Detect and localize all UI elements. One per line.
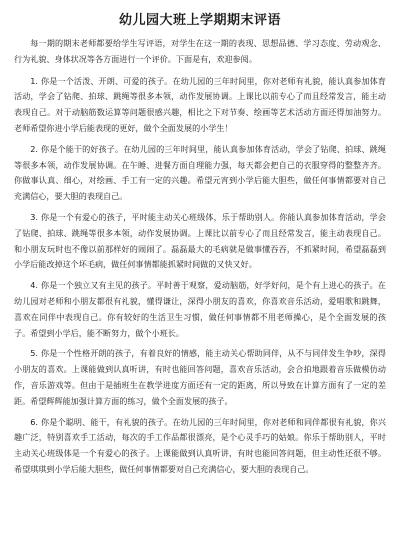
comment-number: 4. bbox=[30, 280, 38, 291]
intro-paragraph: 每一期的期末老师都要给学生写评语，对学生在这一期的表现、思想品德、学习态度、劳动观念、行为礼貌、身体状况等各方面进行一个评价。下面是有，欢迎参阅。 bbox=[14, 38, 386, 64]
comment-text: 你是一个活泼、开朗、可爱的孩子。在幼儿园的三年时间里，你对老师有礼貌，能认真参加体育活动，学会了钻爬、拍球、跳绳等很多本领，动作发展协调。上课比以前专心了而且经常发言，能主动表现自己。对于动脑筋数运算等问题很感兴趣，相比之下对节奏、绘画等艺术活动方面还得加油努力。老师希望你进小学后能表现的更好，做个全面发展的小学生！ bbox=[14, 75, 386, 133]
comment-text: 你是一个独立又有主见的孩子。平时善于观察，爱动脑筋，好学好问，是个有上进心的孩子。在幼儿园对老师和小朋友都很有礼貌，懂得谦让，深得小朋友的喜欢，你喜欢音乐活动，爱唱歌和跳舞，喜欢在同伴中表现自己。你有较好的生活卫生习惯，做任何事情都不用老师操心，是个全面发展的孩子。希望到小学后，能不断努力，做个小班长。 bbox=[14, 280, 386, 338]
comment-text: 你是一个性格开朗的孩子，有着良好的情感，能主动关心帮助同伴，从不与同伴发生争吵，深得小朋友的喜欢。上课能做到认真听讲，有时也能回答问题，喜欢音乐活动，会合拍地跟着音乐做模仿动作，音乐游戏等。但由于是插班生在教学进度方面还有一定的距离，所以导致在计算方面有了一定的差距。希望辉辉能加强计算方面的练习，做个全面发展的孩子。 bbox=[14, 348, 386, 406]
comment-text: 你是个能干的好孩子。在幼儿园的三年时间里，能认真参加体育活动，学会了钻爬、拍球、跳绳等很多本领，动作发展协调。在午睡、进餐方面自理能力强，每天都会把自己的衣服穿得的整整齐齐。你做事认真、细心，对绘画、手工有一定的兴趣。希望元宵到小学后能大胆些，做任何事情都要对自己充满信心，要大胆的表现自己。 bbox=[14, 143, 386, 202]
comment-number: 3. bbox=[30, 211, 38, 222]
comment-paragraph-1 bbox=[14, 74, 386, 137]
comment-paragraph-2 bbox=[14, 142, 386, 205]
comment-text: 你是一个有爱心的孩子，平时能主动关心班级体，乐于帮助别人。你能认真参加体育活动，学会了钻爬、拍球、跳绳等很多本领，动作发展协调。上课比以前专心了而且经常发言，能主动表现自己。和小朋友玩时也不像以前那样好的闹闹了。磊磊最大的毛病就是做事懂吞吞，不抓紧时间，希望磊磊到小学后能改掉这个坏毛病，做任何事情都能抓紧时间做的又快又好。 bbox=[14, 211, 386, 270]
comment-paragraph-3 bbox=[14, 210, 386, 273]
document-title: 幼儿园大班上学期期末评语 bbox=[118, 13, 281, 28]
comment-number: 2. bbox=[30, 143, 38, 154]
comment-paragraph-6 bbox=[14, 415, 386, 478]
comment-text: 你是个聪明、能干，有礼貌的孩子。在幼儿园的三年时间里，你对老师和同伴都很有礼貌，你兴趣广泛，特别喜欢手工活动，每次的手工作品都很漂亮，是个心灵手巧的姑娘。你乐于帮助别人，平时主动关心班级体是一个有爱心的孩子。上课能做到认真听讲，有时也能回答问题，但主动性还很不够。希望琪琪到小学后能大胆些，做任何事情都要对自己充满信心，要大胆的表现自己。 bbox=[14, 416, 386, 474]
comment-number: 5. bbox=[30, 348, 38, 359]
comment-number: 1. bbox=[30, 75, 38, 86]
comment-number: 6. bbox=[30, 416, 38, 427]
comment-paragraph-4 bbox=[14, 278, 386, 341]
comment-paragraph-5 bbox=[14, 346, 386, 409]
